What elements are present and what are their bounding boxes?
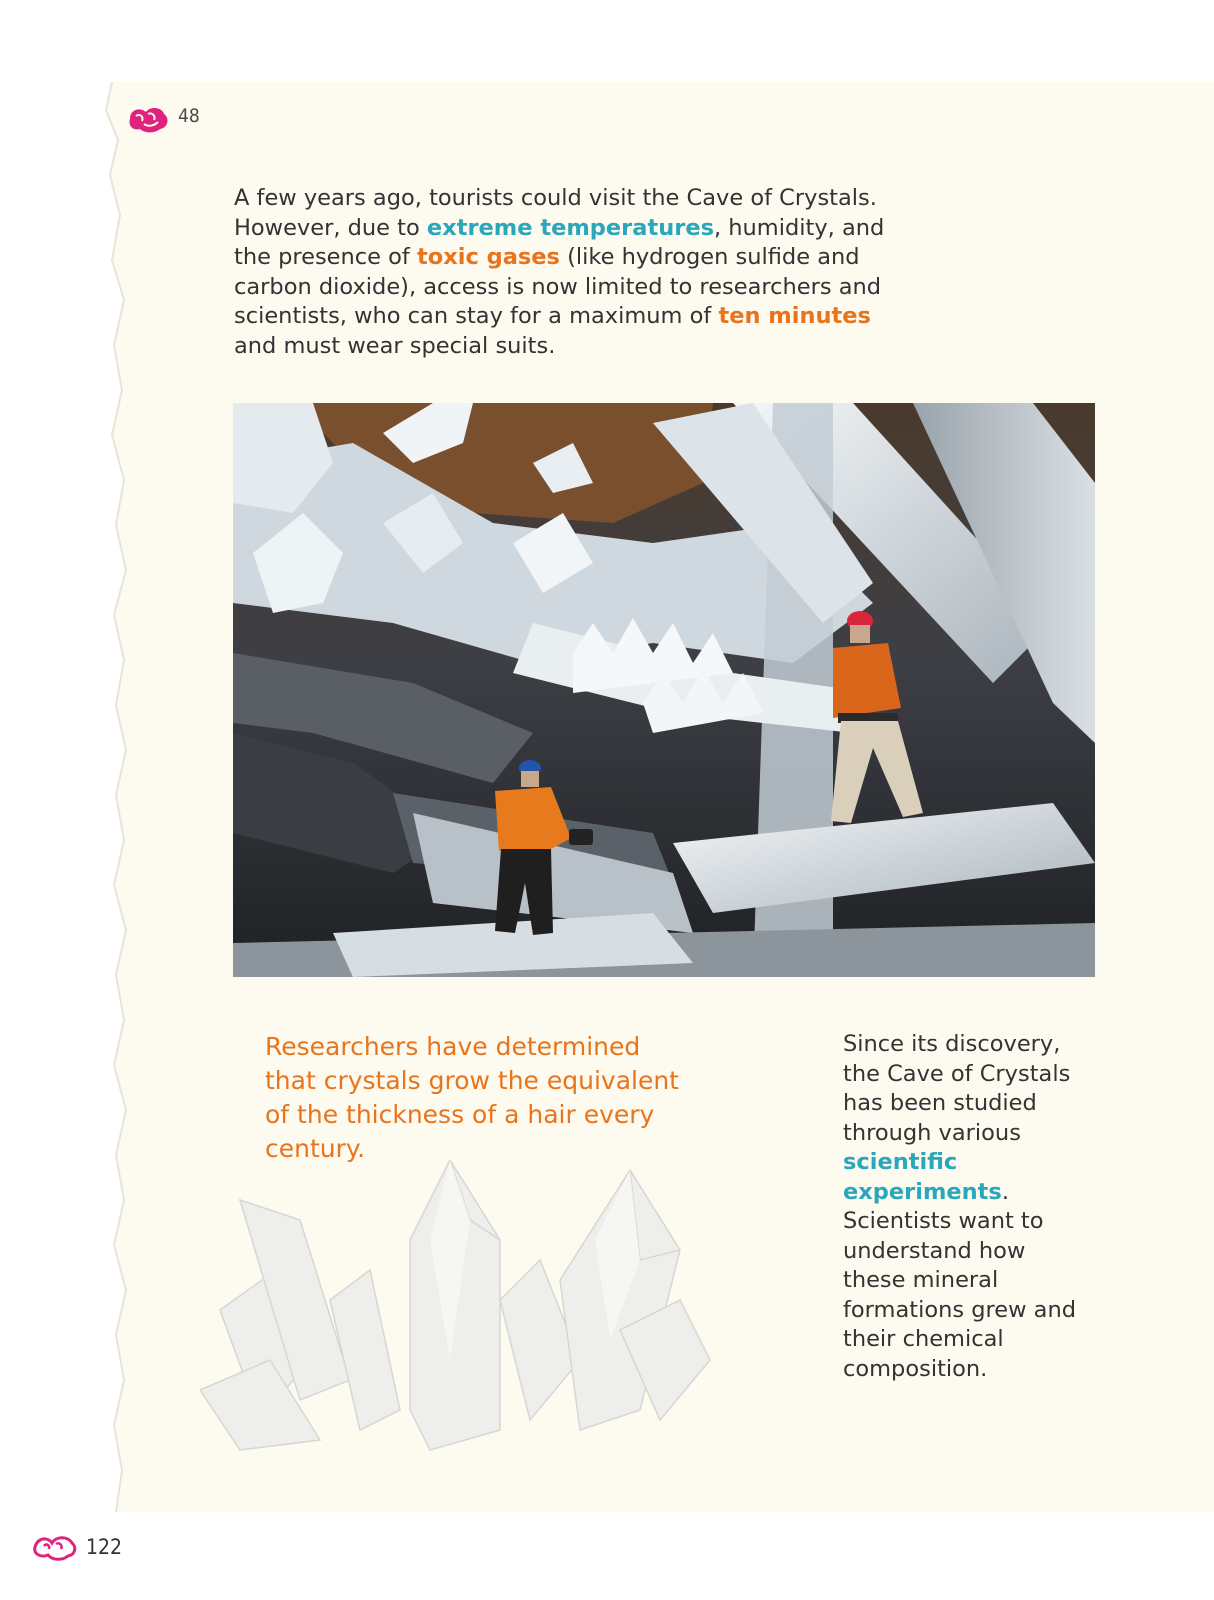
highlight-ten-minutes: ten minutes — [718, 303, 871, 329]
page-number: 122 — [86, 1535, 123, 1559]
intro-paragraph: A few years ago, tourists could visit the Cave of Crystals. However, due to extreme temperatures, humidity, and the presence of toxic gases (like hydrogen sulfide and carbon dioxide), access is now limited to researchers and scientists, who can stay for a maximum of ten minutes and must wear special suits. — [234, 185, 885, 359]
callout-quote: Researchers have determined that crystals grow the equivalent of the thickness of a hair every century. — [265, 1032, 679, 1163]
highlight-toxic-gases: toxic gases — [417, 244, 560, 270]
crystal-illustration — [200, 1160, 720, 1460]
cave-of-crystals-photo — [233, 403, 1095, 977]
side-paragraph: Since its discovery, the Cave of Crystals has been studied through various scientific experiments. Scientists want to understand how these mineral formations grew and their chemical composition. — [843, 1031, 1076, 1382]
highlight-extreme-temperatures: extreme temperatures — [426, 214, 714, 241]
highlight-scientific-experiments: scientific experiments — [843, 1149, 1002, 1205]
brand-logo-icon-footer — [32, 1533, 78, 1561]
brand-logo-icon — [126, 104, 170, 134]
inner-page-number: 48 — [178, 105, 200, 127]
